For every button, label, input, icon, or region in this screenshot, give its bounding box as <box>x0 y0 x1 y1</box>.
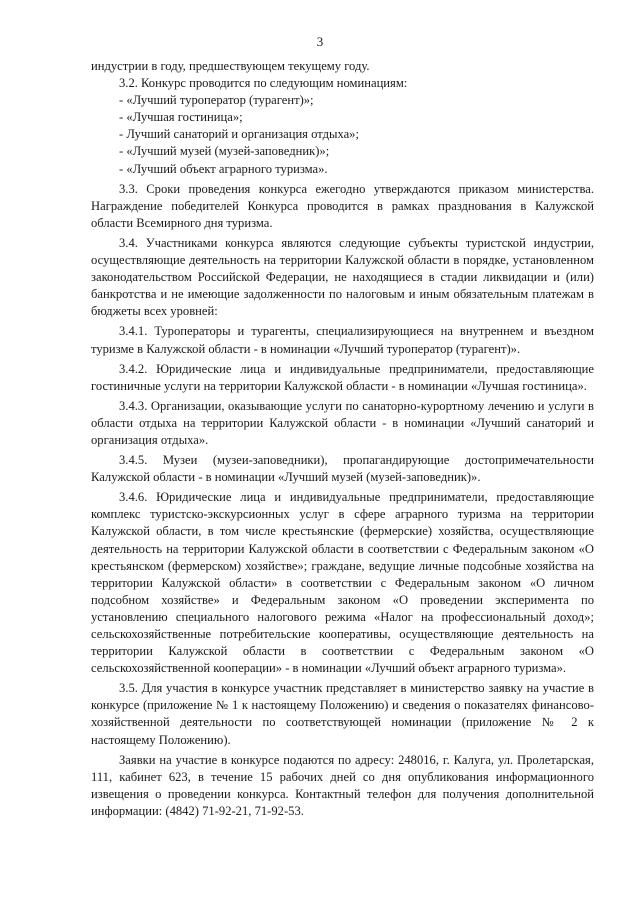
page-number: 3 <box>316 34 324 49</box>
paragraph: 3.4.1. Туроператоры и турагенты, специализирующиеся на внутреннем и въездном туризме в Калужской области - в номинации «Лучший туроператор (турагент)». <box>91 324 594 356</box>
list-item: - «Лучший туроператор (турагент)»; <box>119 93 314 108</box>
paragraph: 3.3. Сроки проведения конкурса ежегодно утверждаются приказом министерства. Награждение победителей Конкурса проводится в рамках празднования в Калужской области Всемирного дня туризма. <box>91 181 594 230</box>
paragraph: 3.2. Конкурс проводится по следующим номинациям: <box>119 76 408 91</box>
list-item: - «Лучший музей (музей-заповедник)»; <box>119 144 330 159</box>
list-item: - Лучший санаторий и организация отдыха»; <box>119 127 359 142</box>
document-body <box>91 58 594 820</box>
list-item: - «Лучшая гостиница»; <box>119 110 243 125</box>
paragraph: 3.4.5. Музеи (музеи-заповедники), пропагандирующие достопримечательности Калужской области - в номинации «Лучший музей (музей-заповедник)». <box>91 453 594 485</box>
paragraph: 3.4.2. Юридические лица и индивидуальные предприниматели, предоставляющие гостиничные услуги на территории Калужской области - в номинации «Лучшая гостиница». <box>91 361 594 393</box>
list-item: - «Лучший объект аграрного туризма». <box>119 161 328 176</box>
paragraph: 3.4.3. Организации, оказывающие услуги по санаторно-курортному лечению и услуги в области отдыха на территории Калужской области - в номинации «Лучший санаторий и организация отдыха». <box>91 398 594 447</box>
paragraph: 3.4. Участниками конкурса являются следующие субъекты туристской индустрии, осуществляющие деятельность на территории Калужской области в порядке, установленном законодательством Российской Федерации, не находящиеся в стадии ликвидации и (или) банкротства и не имеющие задолженности по налоговым и иным обязательным платежам в бюджеты всех уровней: <box>91 235 594 319</box>
paragraph: индустрии в году, предшествующем текущему году. <box>91 59 370 73</box>
paragraph: 3.4.6. Юридические лица и индивидуальные предприниматели, предоставляющие комплекс туристско-экскурсионных услуг в сфере аграрного туризма на территории Калужской области, в том числе крестьянские (фермерские) хозяйства, осуществляющие деятельность на территории Калужской области в соответствии с Федеральным законом «О крестьянском (фермерском) хозяйстве»; граждане, ведущие личные подсобные хозяйства на территории Калужской области» в соответствии с Федеральным законом «О личном подсобном хозяйстве» и Федеральным законом «О проведении эксперимента по установлению специального налогового режима «Налог на профессиональный доход»; сельскохозяйственные потребительские кооперативы, осуществляющие деятельность на территории Калужской области в соответствии с Федеральным законом «О сельскохозяйственной кооперации» - в номинации «Лучший объект аграрного туризма». <box>91 490 594 676</box>
paragraph: 3.5. Для участия в конкурсе участник представляет в министерство заявку на участие в конкурсе (приложение № 1 к настоящему Положению) и сведения о показателях финансово-хозяйственной деятельности по соответствующей номинации (приложение № 2 к настоящему Положению). <box>91 681 594 747</box>
paragraph: Заявки на участие в конкурсе подаются по адресу: 248016, г. Калуга, ул. Пролетарская, 111, кабинет 623, в течение 15 рабочих дней со дня опубликования информационного извещения о проведении конкурса. Контактный телефон для получения дополнительной информации: (4842) 71-92-21, 71-92-53. <box>91 752 594 818</box>
